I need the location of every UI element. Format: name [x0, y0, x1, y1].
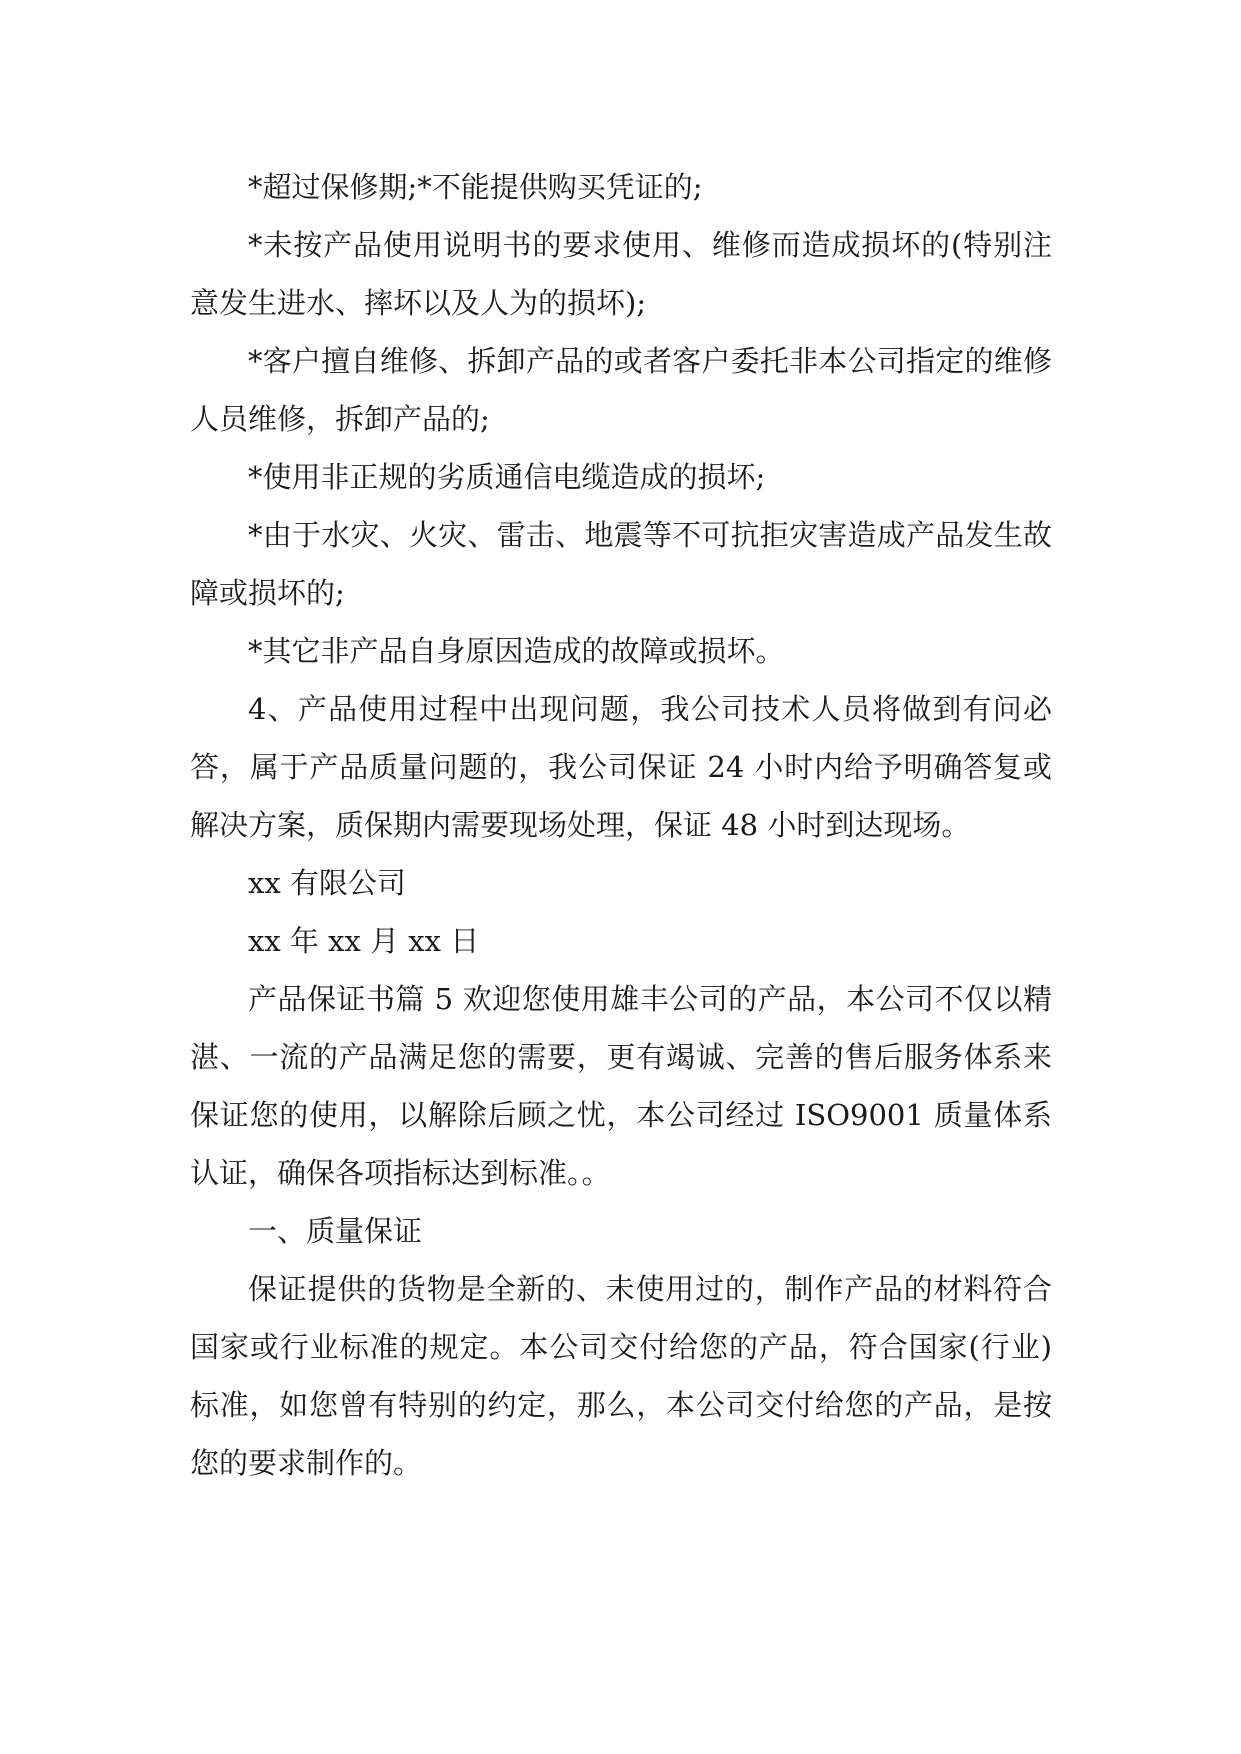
paragraph-exclusion-other: *其它非产品自身原因造成的故障或损坏。 [248, 634, 785, 668]
paragraph-exclusion-improper-use: *未按产品使用说明书的要求使用、维修而造成损坏的(特别注意发生进水、摔坏以及人为的损坏); [190, 228, 1052, 320]
section-heading-quality: 一、质量保证 [248, 1214, 423, 1248]
paragraph-exclusion-unauthorized-repair: *客户擅自维修、拆卸产品的或者客户委托非本公司指定的维修人员维修，拆卸产品的; [190, 344, 1052, 436]
paragraph-quality-guarantee: 保证提供的货物是全新的、未使用过的，制作产品的材料符合国家或行业标准的规定。本公司交付给您的产品，符合国家(行业)标准，如您曾有特别的约定，那么，本公司交付给您的产品，是按您的要求制作的。 [190, 1272, 1052, 1480]
paragraph-exclusion-force-majeure: *由于水灾、火灾、雷击、地震等不可抗拒灾害造成产品发生故障或损坏的; [190, 518, 1052, 610]
paragraph-date: xx 年 xx 月 xx 日 [248, 924, 480, 958]
paragraph-exclusion-cable: *使用非正规的劣质通信电缆造成的损坏; [248, 460, 766, 494]
paragraph-exclusion-warranty-expired: *超过保修期;*不能提供购买凭证的; [248, 170, 703, 204]
paragraph-company-name: xx 有限公司 [248, 866, 406, 900]
paragraph-section-5-intro: 产品保证书篇 5 欢迎您使用雄丰公司的产品，本公司不仅以精湛、一流的产品满足您的需要，更有竭诚、完善的售后服务体系来保证您的使用，以解除后顾之忧，本公司经过 ISO9001 质量体系认证，确保各项指标达到标准。。 [190, 982, 1052, 1190]
paragraph-service-commitment: 4、产品使用过程中出现问题，我公司技术人员将做到有问必答，属于产品质量问题的，我公司保证 24 小时内给予明确答复或解决方案，质保期内需要现场处理，保证 48 小时到达现场。 [190, 692, 1052, 842]
document-body [190, 158, 1052, 1492]
